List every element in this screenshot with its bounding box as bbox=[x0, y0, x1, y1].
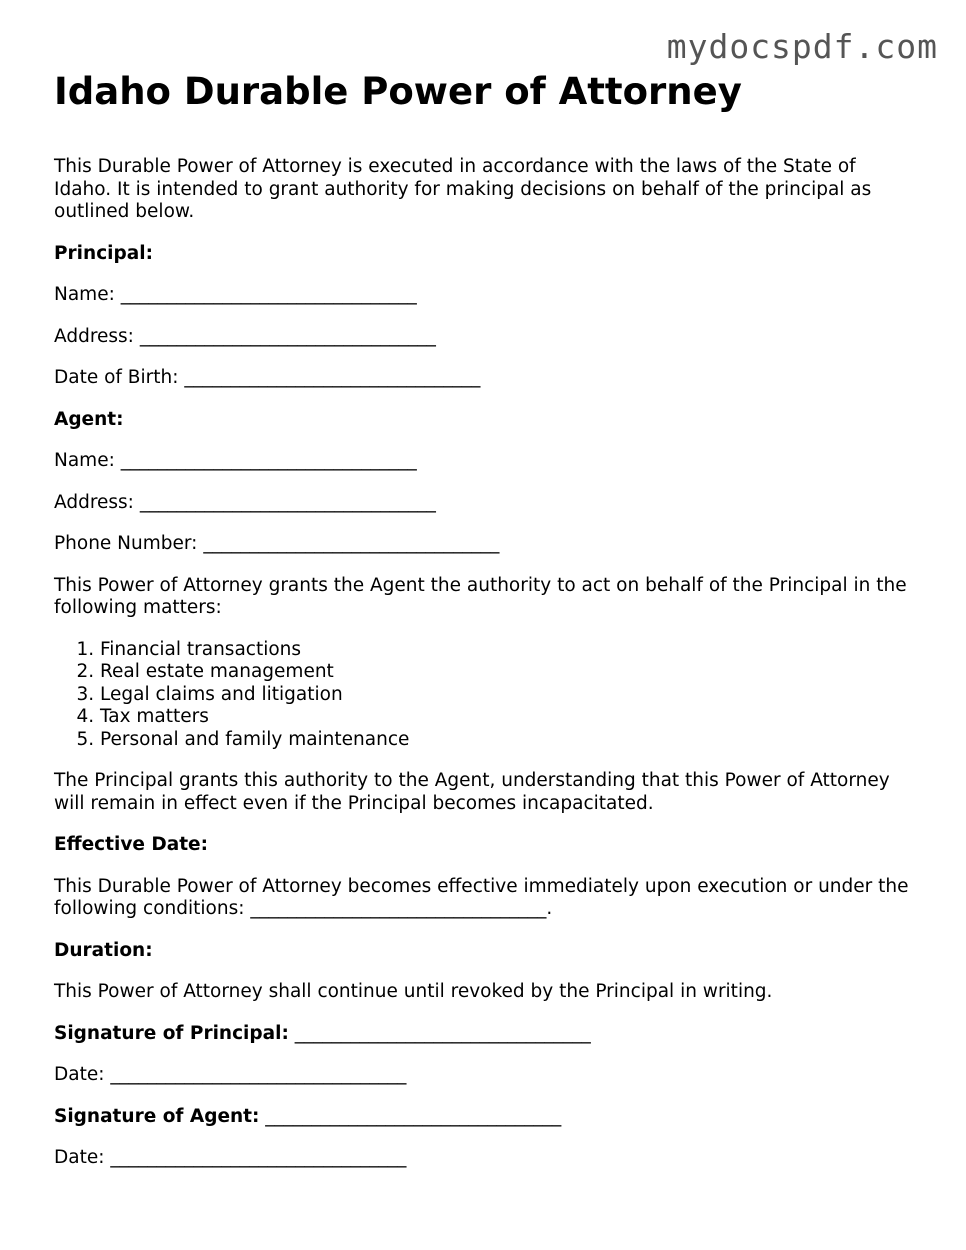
agent-name-label: Name: bbox=[54, 450, 115, 471]
effective-date-heading: Effective Date: bbox=[54, 834, 208, 855]
principal-dob-label: Date of Birth: bbox=[54, 367, 179, 388]
durability-paragraph: The Principal grants this authority to the Agent, understanding that this Power of Attorney will remain in effect even if the Principal becomes incapacitated. bbox=[54, 770, 890, 814]
list-item: 4. Tax matters bbox=[100, 706, 914, 729]
list-item: 1. Financial transactions bbox=[100, 639, 914, 662]
matters-list bbox=[54, 639, 914, 752]
principal-signature-line bbox=[54, 1023, 914, 1046]
effective-date-period: . bbox=[546, 898, 553, 919]
principal-heading: Principal: bbox=[54, 242, 153, 264]
principal-signature-label: Signature of Principal: bbox=[54, 1022, 289, 1044]
agent-signature-label: Signature of Agent: bbox=[54, 1105, 260, 1127]
principal-address-field[interactable]: ________________________________ bbox=[139, 325, 436, 347]
document-page bbox=[54, 70, 914, 1189]
agent-address-label: Address: bbox=[54, 491, 134, 513]
agent-heading: Agent: bbox=[54, 408, 124, 430]
grant-paragraph: This Power of Attorney grants the Agent the authority to act on behalf of the Principal in the following matters: bbox=[54, 574, 907, 618]
effective-date-text: This Durable Power of Attorney becomes effective immediately upon execution or under the following conditions: bbox=[54, 875, 909, 919]
principal-date-label: Date: bbox=[54, 1064, 105, 1085]
effective-date-paragraph bbox=[54, 876, 914, 921]
list-item: 3. Legal claims and litigation bbox=[100, 684, 914, 707]
principal-signature-field[interactable]: ________________________________ bbox=[294, 1022, 591, 1044]
agent-signature-line bbox=[54, 1106, 914, 1129]
agent-name-line bbox=[54, 450, 914, 473]
list-item: 5. Personal and family maintenance bbox=[100, 729, 914, 752]
agent-phone-field[interactable]: ________________________________ bbox=[203, 533, 500, 554]
principal-name-label: Name: bbox=[54, 284, 115, 305]
agent-signature-field[interactable]: ________________________________ bbox=[265, 1105, 562, 1127]
duration-paragraph: This Power of Attorney shall continue until revoked by the Principal in writing. bbox=[54, 981, 773, 1002]
principal-date-line bbox=[54, 1064, 914, 1087]
list-item: 2. Real estate management bbox=[100, 661, 914, 684]
agent-date-line bbox=[54, 1147, 914, 1170]
watermark: mydocspdf.com bbox=[666, 27, 938, 66]
agent-date-label: Date: bbox=[54, 1147, 105, 1168]
effective-conditions-field[interactable]: ________________________________ bbox=[250, 898, 547, 919]
agent-address-field[interactable]: ________________________________ bbox=[139, 491, 436, 513]
agent-address-line bbox=[54, 492, 914, 515]
principal-dob-field[interactable]: ________________________________ bbox=[184, 367, 481, 388]
principal-name-line bbox=[54, 284, 914, 307]
agent-date-field[interactable]: ________________________________ bbox=[110, 1147, 407, 1168]
intro-paragraph: This Durable Power of Attorney is executed in accordance with the laws of the State of Idaho. It is intended to grant authority for making decisions on behalf of the principal as outlined below. bbox=[54, 156, 872, 222]
page-title: Idaho Durable Power of Attorney bbox=[54, 70, 742, 113]
agent-phone-line bbox=[54, 533, 914, 556]
duration-heading: Duration: bbox=[54, 939, 153, 961]
agent-phone-label: Phone Number: bbox=[54, 533, 198, 554]
agent-name-field[interactable]: ________________________________ bbox=[120, 450, 417, 471]
principal-address-line bbox=[54, 326, 914, 349]
principal-name-field[interactable]: ________________________________ bbox=[120, 284, 417, 305]
principal-dob-line bbox=[54, 367, 914, 390]
principal-address-label: Address: bbox=[54, 325, 134, 347]
principal-date-field[interactable]: ________________________________ bbox=[110, 1064, 407, 1085]
